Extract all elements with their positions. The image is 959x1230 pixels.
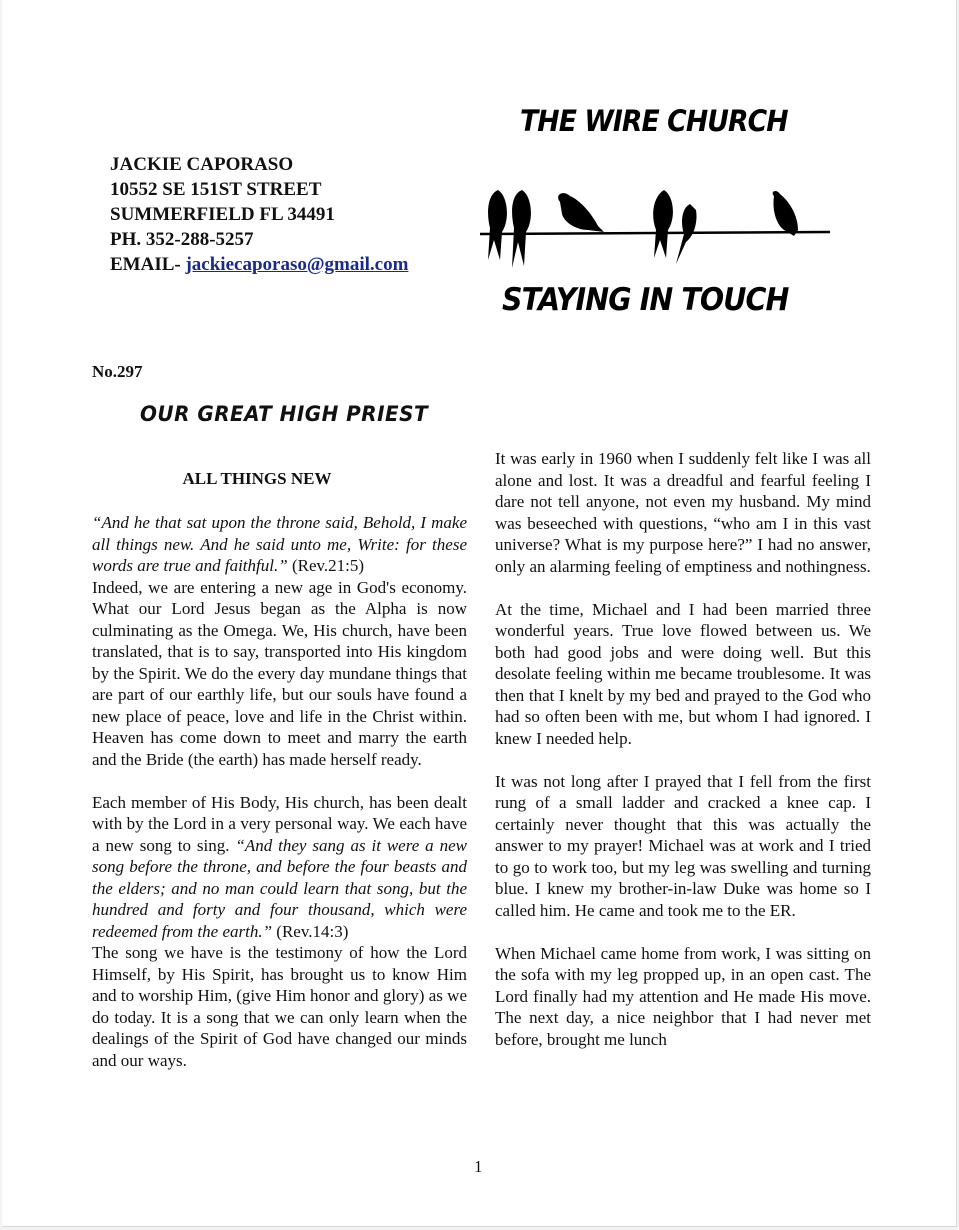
right-column bbox=[495, 448, 871, 1050]
brand-subtitle: STAYING IN TOUCH bbox=[502, 282, 789, 318]
page-number: 1 bbox=[474, 1157, 483, 1176]
paragraph: It was early in 1960 when I suddenly felt like I was all alone and lost. It was a dreadful and fearful feeling I dare not tell anyone, not even my husband. My mind was beseeched with questions, “who am I in this vast universe? What is my purpose here?” I had no answer, only an alarming feeling of emptiness and nothingness. bbox=[495, 449, 871, 576]
paragraph bbox=[92, 792, 467, 943]
scripture-quote-1 bbox=[92, 512, 467, 577]
quote-text: “And he that sat upon the throne said, Behold, I make all things new. And he said unto me, Write: for these words are true and faithful.” bbox=[92, 513, 467, 575]
contact-address: 10552 SE 151ST STREET bbox=[110, 179, 322, 200]
section-title: ALL THINGS NEW bbox=[182, 469, 332, 488]
paragraph: It was not long after I prayed that I fell from the first rung of a small ladder and cracked a knee cap. I certainly never thought that this was actually the answer to my prayer! Michael was at work and I tried to go to work too, but my leg was swelling and turning blue. I knew my brother-in-law Duke was home so I called him. He came and took me to the ER. bbox=[495, 771, 871, 920]
paragraph: When Michael came home from work, I was sitting on the sofa with my leg propped up, in an open cast. The Lord finally had my attention and He made His move. The next day, a nice neighbor that I had never met before, brought me lunch bbox=[495, 943, 871, 1049]
brand-title: THE WIRE CHURCH bbox=[520, 104, 788, 138]
paragraph-text: Each member of His Body, His church, has been dealt with by the Lord in a very personal way. We each have a new song to sing. bbox=[92, 792, 467, 855]
issue-number: No.297 bbox=[92, 362, 143, 381]
paragraph: Indeed, we are entering a new age in God's economy. What our Lord Jesus began as the Alpha is now culminating as the Omega. We, His church, have been translated, that is to say, transported into His kingdom by the Spirit. We do the every day mundane things that are part of our earthly life, but our souls have found a new place of peace, love and life in the Christ within. Heaven has come down to meet and marry the earth and the Bride (the earth) has made herself ready. bbox=[92, 577, 467, 769]
contact-block bbox=[110, 152, 408, 277]
contact-city: SUMMERFIELD FL 34491 bbox=[110, 204, 335, 225]
quote-reference: (Rev.14:3) bbox=[272, 921, 349, 941]
document-page bbox=[2, 0, 957, 1227]
paragraph: At the time, Michael and I had been married three wonderful years. True love flowed between us. We both had good jobs and were doing well. But this desolate feeling within me became troublesome. It was then that I knelt by my bed and prayed to the God who had so often been with me, but whom I had ignored. I knew I needed help. bbox=[495, 599, 871, 748]
left-column bbox=[92, 512, 467, 1071]
email-link[interactable]: jackiecaporaso@gmail.com bbox=[185, 254, 409, 275]
birds-on-wire-logo bbox=[480, 180, 832, 272]
contact-phone: PH. 352-288-5257 bbox=[110, 229, 254, 250]
contact-name: JACKIE CAPORASO bbox=[110, 154, 294, 175]
paragraph: The song we have is the testimony of how the Lord Himself, by His Spirit, has brought us to know Him and to worship Him, (give Him honor and glory) as we do today. It is a song that we can only learn when the dealings of the Spirit of God have changed our minds and our ways. bbox=[92, 943, 467, 1070]
quote-text: “And they sang as it were a new song before the throne, and before the four beasts and the elders; and no man could learn that song, but the hundred and forty and four thousand, which were redeemed from the earth.” bbox=[92, 835, 467, 941]
quote-reference: (Rev.21:5) bbox=[287, 556, 365, 575]
email-label: EMAIL- bbox=[110, 254, 186, 275]
article-heading: OUR GREAT HIGH PRIEST bbox=[140, 402, 429, 426]
contact-email-line bbox=[110, 252, 408, 277]
